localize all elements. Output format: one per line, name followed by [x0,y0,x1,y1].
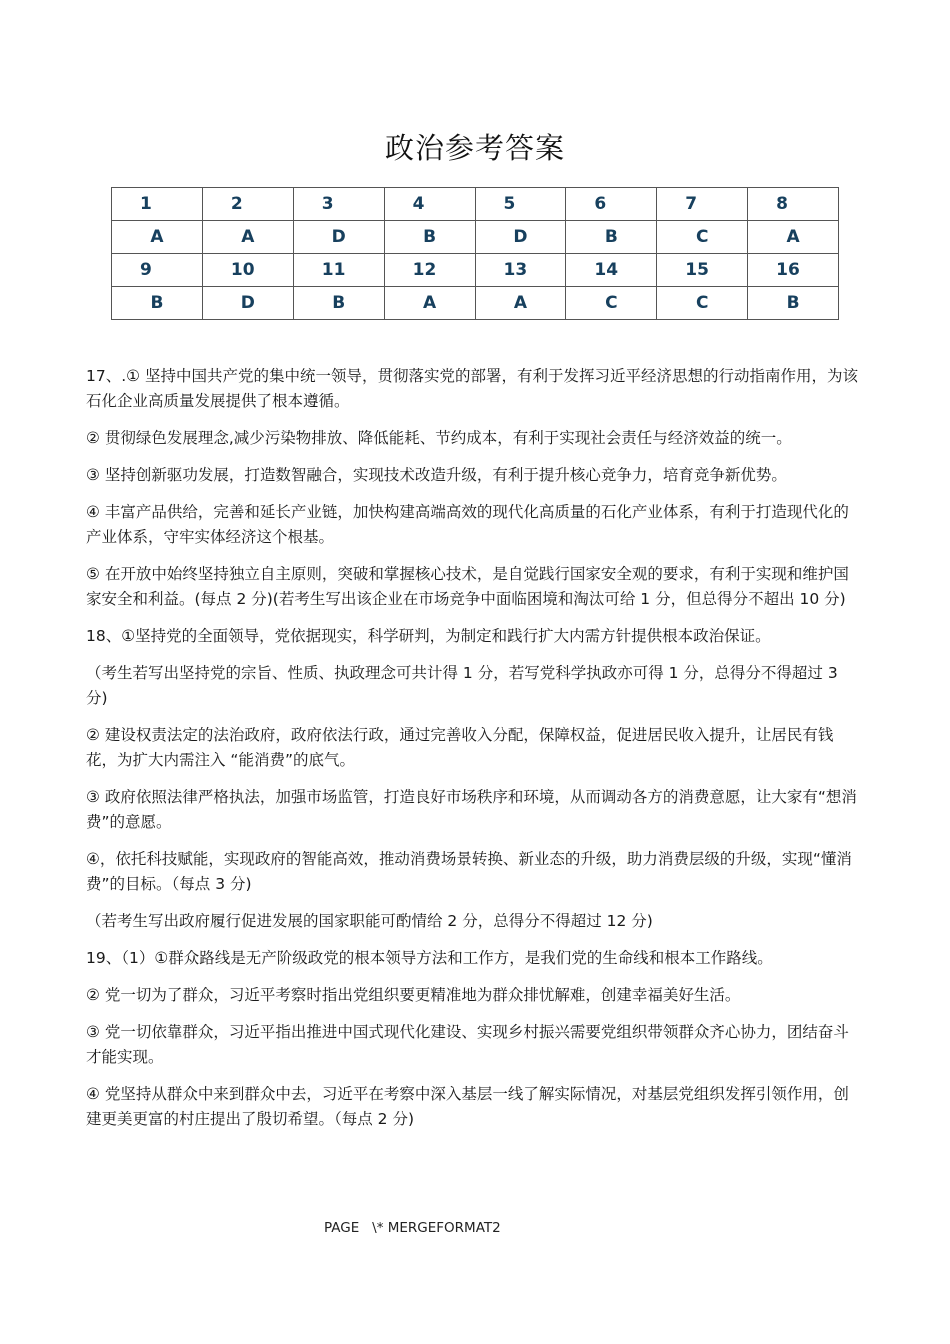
question-number: 11 [293,254,384,287]
paragraph-18-3: ③ 政府依照法律严格执法，加强市场监管，打造良好市场秩序和环境，从而调动各方的消费意愿，让大家有“想消费”的意愿。 [86,788,857,831]
question-number: 6 [566,188,657,221]
page-title: 政治参考答案 [384,131,565,165]
question-number: 7 [657,188,748,221]
paragraph-17-4: ④ 丰富产品供给，完善和延长产业链，加快构建高端高效的现代化高质量的石化产业体系，有利于打造现代化的产业体系，守牢实体经济这个根基。 [86,503,849,546]
paragraph-17-3: ③ 坚持创新驱功发展，打造数智融合，实现技术改造升级，有利于提升核心竞争力，培育竞争新优势。 [86,466,787,484]
question-number: 1 [112,188,203,221]
answer-cell: B [748,287,839,320]
paragraph-18-note: （考生若写出坚持党的宗旨、性质、执政理念可共计得 1 分，若写党科学执政亦可得 1 分，总得分不得超过 3 分) [86,664,838,707]
answer-cell: C [657,221,748,254]
question-number: 9 [112,254,203,287]
paragraph-18-note-2: （若考生写出政府履行促进发展的国家职能可酌情给 2 分，总得分不得超过 12 分) [86,912,653,930]
answer-cell: B [566,221,657,254]
answer-cell: B [293,287,384,320]
answer-explanations [86,364,861,1144]
paragraph-17-5: ⑤ 在开放中始终坚持独立自主原则，突破和掌握核心技术，是自觉践行国家安全观的要求，有利于实现和维护国家安全和利益。(每点 2 分)(若考生写出该企业在市场竞争中面临困境和淘汰可给 1 分，但总得分不超出 10 分) [86,565,849,608]
answer-cell: A [112,221,203,254]
answer-row [112,221,839,254]
paragraph-19-3: ③ 党一切依靠群众，习近平指出推进中国式现代化建设、实现乡村振兴需要党组织带领群众齐心协力，团结奋斗才能实现。 [86,1023,849,1066]
answer-cell: A [384,287,475,320]
question-number: 5 [475,188,566,221]
question-number: 8 [748,188,839,221]
page-footer: PAGE \* MERGEFORMAT2 [324,1220,501,1236]
answer-cell: D [293,221,384,254]
question-number: 14 [566,254,657,287]
paragraph-18-1: 18、①坚持党的全面领导，党依据现实，科学研判，为制定和践行扩大内需方针提供根本政治保证。 [86,627,771,645]
question-number: 16 [748,254,839,287]
question-number: 2 [202,188,293,221]
answer-cell: D [475,221,566,254]
answer-cell: C [566,287,657,320]
question-number: 10 [202,254,293,287]
question-number: 4 [384,188,475,221]
paragraph-17-1: 17、.① 坚持中国共产党的集中统一领导，贯彻落实党的部署，有利于发挥习近平经济思想的行动指南作用，为该石化企业高质量发展提供了根本遵循。 [86,367,858,410]
answer-cell: D [202,287,293,320]
question-number: 13 [475,254,566,287]
question-number-row [112,254,839,287]
answer-cell: C [657,287,748,320]
question-number-row [112,188,839,221]
answer-table [111,187,839,320]
paragraph-18-2: ② 建设权责法定的法治政府，政府依法行政，通过完善收入分配，保障权益，促进居民收入提升，让居民有钱花，为扩大内需注入 “能消费”的底气。 [86,726,834,769]
answer-cell: A [202,221,293,254]
paragraph-19-4: ④ 党坚持从群众中来到群众中去，习近平在考察中深入基层一线了解实际情况，对基层党组织发挥引领作用，创建更美更富的村庄提出了殷切希望。（每点 2 分) [86,1085,849,1128]
question-number: 3 [293,188,384,221]
answer-cell: A [748,221,839,254]
paragraph-19-1: 19、（1）①群众路线是无产阶级政党的根本领导方法和工作方，是我们党的生命线和根本工作路线。 [86,949,773,967]
answer-cell: B [384,221,475,254]
paragraph-19-2: ② 党一切为了群众，习近平考察时指出党组织要更精准地为群众排忧解难，创建幸福美好生活。 [86,986,741,1004]
paragraph-18-4: ④，依托科技赋能，实现政府的智能高效，推动消费场景转换、新业态的升级，助力消费层级的升级，实现“懂消费”的目标。（每点 3 分) [86,850,852,893]
answer-row [112,287,839,320]
answer-cell: A [475,287,566,320]
paragraph-17-2: ② 贯彻绿色发展理念,减少污染物排放、降低能耗、节约成本，有利于实现社会责任与经济效益的统一。 [86,429,792,447]
answer-cell: B [112,287,203,320]
question-number: 15 [657,254,748,287]
question-number: 12 [384,254,475,287]
